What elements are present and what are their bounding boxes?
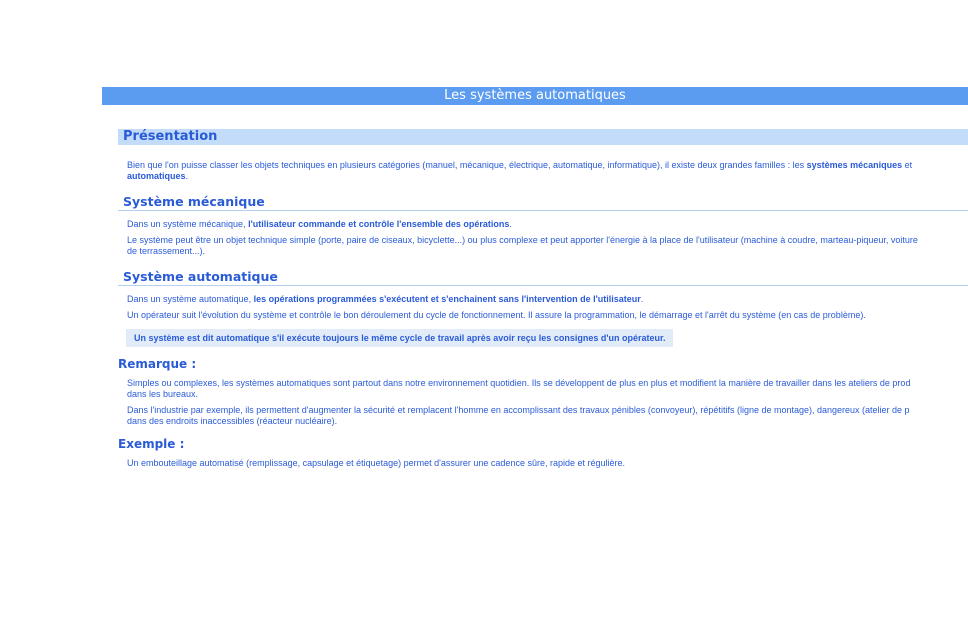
section-heading-mecanique: Système mécanique	[118, 194, 968, 211]
remarque-paragraph-1	[127, 378, 968, 400]
presentation-paragraph	[127, 160, 968, 182]
remarque-heading: Remarque :	[118, 357, 197, 371]
text: Simples ou complexes, les systèmes automatiques sont partout dans notre environnement quotidien. Ils se développent de plus en plus et modifient la manière de travailler dans les ateliers de prod	[127, 378, 911, 388]
article-content	[118, 129, 968, 474]
text: .	[509, 219, 512, 229]
text: dans les bureaux.	[127, 389, 199, 399]
section-heading-presentation: Présentation	[118, 129, 968, 145]
bold-text: automatiques	[127, 171, 186, 181]
section-heading-automatique: Système automatique	[118, 269, 968, 286]
page-title: Les systèmes automatiques	[102, 87, 968, 105]
text: dans des endroits inaccessibles (réacteur nucléaire).	[127, 416, 338, 426]
text: Dans un système automatique,	[127, 294, 254, 304]
text: et	[902, 160, 913, 170]
bold-text: systèmes mécaniques	[806, 160, 903, 170]
bold-text: l'utilisateur commande et contrôle l'ensemble des opérations	[248, 219, 510, 229]
text: Dans l'industrie par exemple, ils permettent d'augmenter la sécurité et remplacent l'homme en accomplissant des travaux pénibles (convoyeur), répétitifs (ligne de montage), dangereux (atelier de p	[127, 405, 910, 415]
text: Bien que l'on puisse classer les objets techniques en plusieurs catégories (manuel, mécanique, électrique, automatique, informatique), il existe deux grandes familles : les	[127, 160, 807, 170]
bold-text: les opérations programmées s'exécutent et s'enchainent sans l'intervention de l'utilisateur	[253, 294, 641, 304]
remarque-paragraph-2	[127, 405, 968, 427]
definition-highlight: Un système est dit automatique s'il exécute toujours le même cycle de travail après avoir reçu les consignes d'un opérateur.	[126, 329, 673, 347]
text: Dans un système mécanique,	[127, 219, 249, 229]
text: .	[185, 171, 189, 181]
text: .	[640, 294, 644, 304]
mecanique-paragraph-2	[127, 235, 968, 257]
automatique-paragraph-1	[127, 294, 968, 305]
exemple-heading: Exemple :	[118, 437, 185, 451]
mecanique-paragraph-1	[127, 219, 968, 230]
automatique-paragraph-2: Un opérateur suit l'évolution du système et contrôle le bon déroulement du cycle de fonctionnement. Il assure la programmation, le démarrage et l'arrêt du système (en cas de problème).	[127, 310, 866, 320]
text: Le système peut être un objet technique simple (porte, paire de ciseaux, bicyclette...) ou plus complexe et peut apporter l'énergie à la place de l'utilisateur (machine à coudre, marteau-piqueur, voiture	[127, 235, 918, 245]
text: de terrassement...).	[127, 246, 206, 256]
exemple-paragraph: Un embouteillage automatisé (remplissage, capsulage et étiquetage) permet d'assurer une cadence sûre, rapide et régulière.	[127, 458, 626, 468]
